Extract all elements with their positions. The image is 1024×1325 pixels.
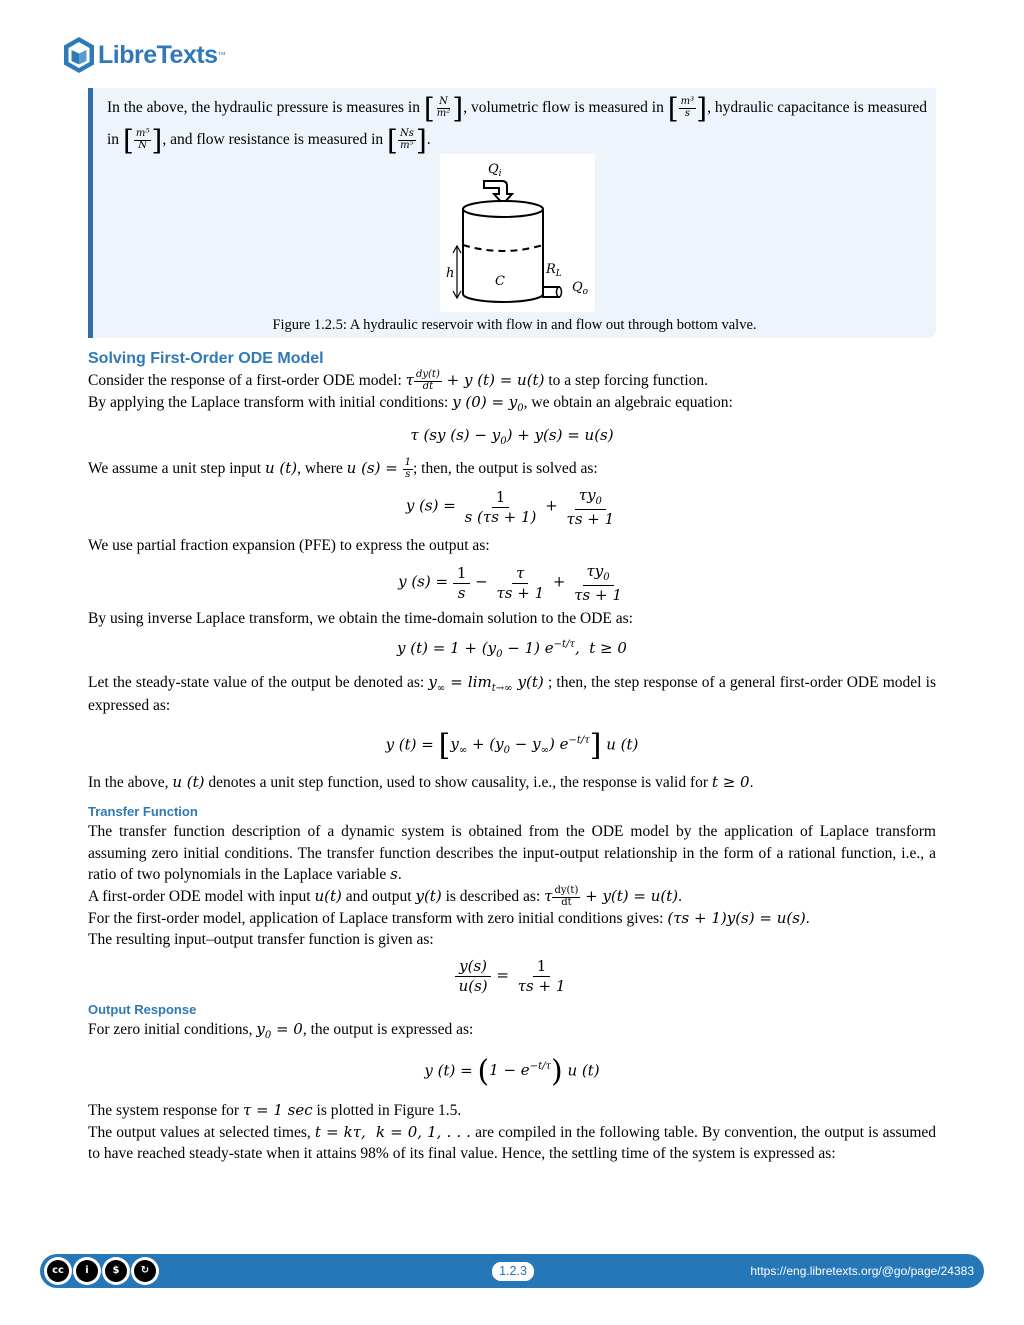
para-zero-initial: For zero initial conditions, $y_0 = 0$, the output is expressed as: — [88, 1020, 474, 1042]
by-attribution-icon: i — [73, 1257, 101, 1285]
page-footer — [40, 1254, 984, 1288]
nc-noncommercial-icon: $ — [102, 1257, 130, 1285]
page-url-link[interactable]: https://eng.libretexts.org/@go/page/24383 — [750, 1264, 974, 1278]
page-number: 1.2.3 — [492, 1262, 534, 1281]
label-h: h — [446, 266, 455, 281]
hydraulic-reservoir-figure — [440, 154, 595, 312]
figure-caption: Figure 1.2.5: A hydraulic reservoir with flow in and flow out through bottom valve. — [272, 317, 757, 333]
para-inverse: By using inverse Laplace transform, we obtain the time-domain solution to the ODE as: — [88, 610, 633, 628]
para-transfer-given: The resulting input–output transfer function is given as: — [88, 931, 434, 949]
para-output-values: The output values at selected times, t = kτ, k = 0, 1, . . . are compiled in the following table. By convention, the output is assumed to have reached steady-state when it attains 98% of its final value. Hence, the settling time of the system is expressed as: — [88, 1122, 937, 1163]
units-text-2: , volumetric flow is measured in — [463, 99, 664, 116]
capacitance-unit: $\frac{\text{m⁵}}{N}$ — [135, 128, 150, 151]
equation-algebraic: τ (sy $(s) - y_0) + y(s) = u(s)$ — [410, 426, 614, 448]
sa-sharealike-icon: ↻ — [131, 1257, 159, 1285]
para-unit-step: We assume a unit step input u (t), where u (s) = $\frac{1}{s}$ ; then, the output is solved as: — [88, 457, 598, 480]
para-first-order-ode: A first-order ODE model with input u(t) and output y(t) is described as: τ $\frac{dy(t)}{dt}$ + y(t) = u(t). — [88, 885, 683, 908]
pressure-unit: $\frac{N}{\text{m²}}$ — [436, 96, 451, 119]
equation-pfe: y (s) = $\frac{1}{s}$ − $\frac{\tau}{\tau s + 1}$ + $\frac{\tau y_0}{\tau s + 1}$ — [398, 562, 622, 604]
logo-text: LibreTexts — [98, 40, 218, 69]
units-text-end: . — [426, 130, 431, 148]
para-pfe: We use partial fraction expansion (PFE) to express the output as: — [88, 536, 490, 554]
para-causality: In the above, u (t) denotes a unit step function, used to show causality, i.e., the response is valid for t ≥ 0. — [88, 773, 754, 792]
section-heading-transfer: Transfer Function — [88, 804, 198, 820]
para-system-response: The system response for τ = 1 sec is plotted in Figure 1.5. — [88, 1101, 462, 1120]
units-text-3: , hydraulic capacitance is measured in — [107, 99, 928, 148]
units-paragraph: In the above, the hydraulic pressure is measures in [ $\frac{N}{\text{m²}}$ ], volumetric flow is measured in [ $\frac{\text{m³}}{s}$ ], hydraulic capacitance is measured in [ $\frac{\text{m⁵}}{N}$ ], and flow resistance is measured in [ $\frac{Ns}{\text{m⁵}}$ ]. — [107, 91, 928, 157]
para-laplace: By applying the Laplace transform with initial conditions: y $(0) = y_0$, we obtain an algebraic equation: — [88, 393, 733, 415]
note-callout — [88, 88, 936, 338]
equation-time-domain: y $(t) = 1 + (y_0 - 1)$ $e^{-t/\tau}$, t ≥ 0 — [397, 638, 627, 660]
para-transfer-description: The transfer function description of a dynamic system is obtained from the ODE model by the application of Laplace transform assuming zero initial conditions. The transfer function describes the input-output relationship in the form of a rational function, i.e., a ratio of two polynomials in the Laplace variable s. — [88, 823, 936, 884]
equation-step-response: y $(t) = [y_\infty + (y_0 - y_\infty)$ $e^{-t/\tau}$] u (t) — [385, 727, 639, 763]
equation-output-response: y $(t) = (1 - e^{-t/\tau})$ u (t) — [424, 1054, 600, 1090]
units-text-4: , and flow resistance is measured in — [162, 130, 384, 148]
cc-icon: cc — [44, 1257, 72, 1285]
section-heading-solving: Solving First-Order ODE Model — [88, 350, 324, 367]
libretexts-logo-icon — [62, 36, 96, 74]
reservoir-diagram — [440, 154, 595, 312]
units-text-1: In the above, the hydraulic pressure is measures in — [107, 99, 420, 116]
flow-unit: $\frac{\text{m³}}{s}$ — [680, 96, 695, 119]
para-consider: Consider the response of a first-order ODE model: τ $\frac{dy(t)}{dt}$ + y (t) = u(t) to a step forcing function. — [88, 369, 709, 392]
main-content — [88, 348, 936, 1165]
para-laplace-zero: For the first-order model, application of Laplace transform with zero initial conditions gives: (τs + 1)y(s) = u(s). — [88, 909, 810, 928]
equation-transfer-function: $\frac{y(s)}{u(s)}$ = $\frac{1}{\tau s + 1}$ — [88, 957, 936, 996]
cc-license-badge[interactable] — [44, 1257, 159, 1285]
section-heading-output: Output Response — [88, 1002, 197, 1018]
libretexts-logo[interactable] — [62, 36, 225, 74]
label-qi: $Q_i$ — [488, 162, 502, 179]
para-steady-state: Let the steady-state value of the output be denoted as: $y_\infty = \lim_{t\to\infty} y(t)$ ; then, the step response of a general first-order ODE model is expressed as: — [88, 672, 936, 715]
equation-output-s: y (s) = $\frac{1}{s (\tau s + 1)}$ + $\frac{\tau y_0}{\tau s + 1}$ — [405, 486, 615, 528]
logo-trademark: ™ — [217, 50, 226, 60]
label-qo: $Q_o$ — [572, 280, 589, 297]
resistance-unit: $\frac{Ns}{\text{m⁵}}$ — [399, 128, 414, 151]
label-c: C — [495, 274, 505, 289]
label-rl: $R_L$ — [546, 262, 562, 279]
